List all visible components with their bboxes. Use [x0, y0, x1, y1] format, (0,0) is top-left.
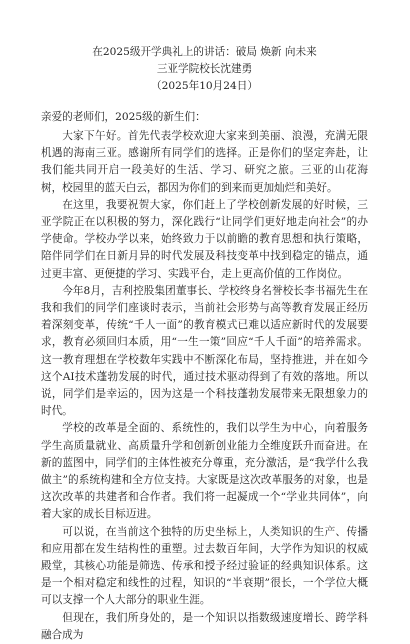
paragraph: 学校的改革是全面的、系统性的，我们以学生为中心，向着服务学生高质量就业、高质量升学和创新创业能力全维度跃升而奋进。在新的蓝图中，同学们的主体性被充分尊重，充分激活，是“我学什么我做主”的系统构建和全方位支持。大家既是这次改革服务的对象，也是这次改革的共建者和合作者。我们将一起凝成一个“学业共同体”，向着大家的成长目标迈进。: [41, 422, 368, 521]
document-title: 在2025级开学典礼上的讲话：破局 焕新 向未来: [92, 46, 317, 58]
document-header: [41, 44, 368, 94]
paragraph: 可以说，在当前这个独特的历史坐标上，人类知识的生产、传播和应用都在发生结构性的重塑。过去数百年间，大学作为知识的权威殿堂，其核心功能是筛选、传承和授予经过验证的经典知识体系。这是一个相对稳定和线性的过程，知识的“半衰期”很长，一个学位大概可以支撑一个人大部分的职业生涯。: [41, 525, 368, 607]
paragraph: 在这里，我要祝贺大家，你们赶上了学校创新发展的好时候，三亚学院正在以积极的努力，深化践行“让同学们更好地走向社会”的办学使命。学校办学以来，始终致力于以前瞻的教育思想和执行策略，陪伴同学们在日新月异的时代发展及科技变革中找到稳定的锚点，通过更丰富、更便捷的学习、实践平台，走上更高价值的工作岗位。: [41, 198, 368, 280]
document-body: [41, 128, 368, 644]
paragraph: 大家下午好。首先代表学校欢迎大家来到美丽、浪漫，充满无限机遇的海南三亚。感谢所有同学们的选择。正是你们的坚定奔赴，让我们能共同开启一段美好的生活、学习、研究之旅。三亚的山花海树，校园里的蓝天白云，都因为你们的到来而更加灿烂和美好。: [41, 130, 368, 194]
document-date: （2025年10月24日）: [151, 80, 258, 92]
paragraph: 今年8月，吉利控股集团董事长、学校终身名誉校长李书福先生在我和我们的同学们座谈时表示，当前社会形势与高等教育发展正经历着深刻变革，传统“千人一面”的教育模式已难以适应新时代的发展要求，教育必须回归本质，用“一生一策”回应“千人千面”的培养需求。这一教育理想在学校数年实践中不断深化布局，坚持推进，并在如今这个AI技术蓬勃发展的时代，通过技术驱动得到了有效的落地。所以说，同学们是幸运的，因为这是一个科技蓬勃发展带来无限想象力的时代。: [41, 284, 368, 418]
paragraph: 但现在，我们所身处的，是一个知识以指数级速度增长、跨学科融合成为: [41, 611, 368, 641]
salutation: 亲爱的老师们，2025级的新生们：: [41, 111, 206, 123]
document-author: 三亚学院校长沈建勇: [156, 63, 253, 75]
